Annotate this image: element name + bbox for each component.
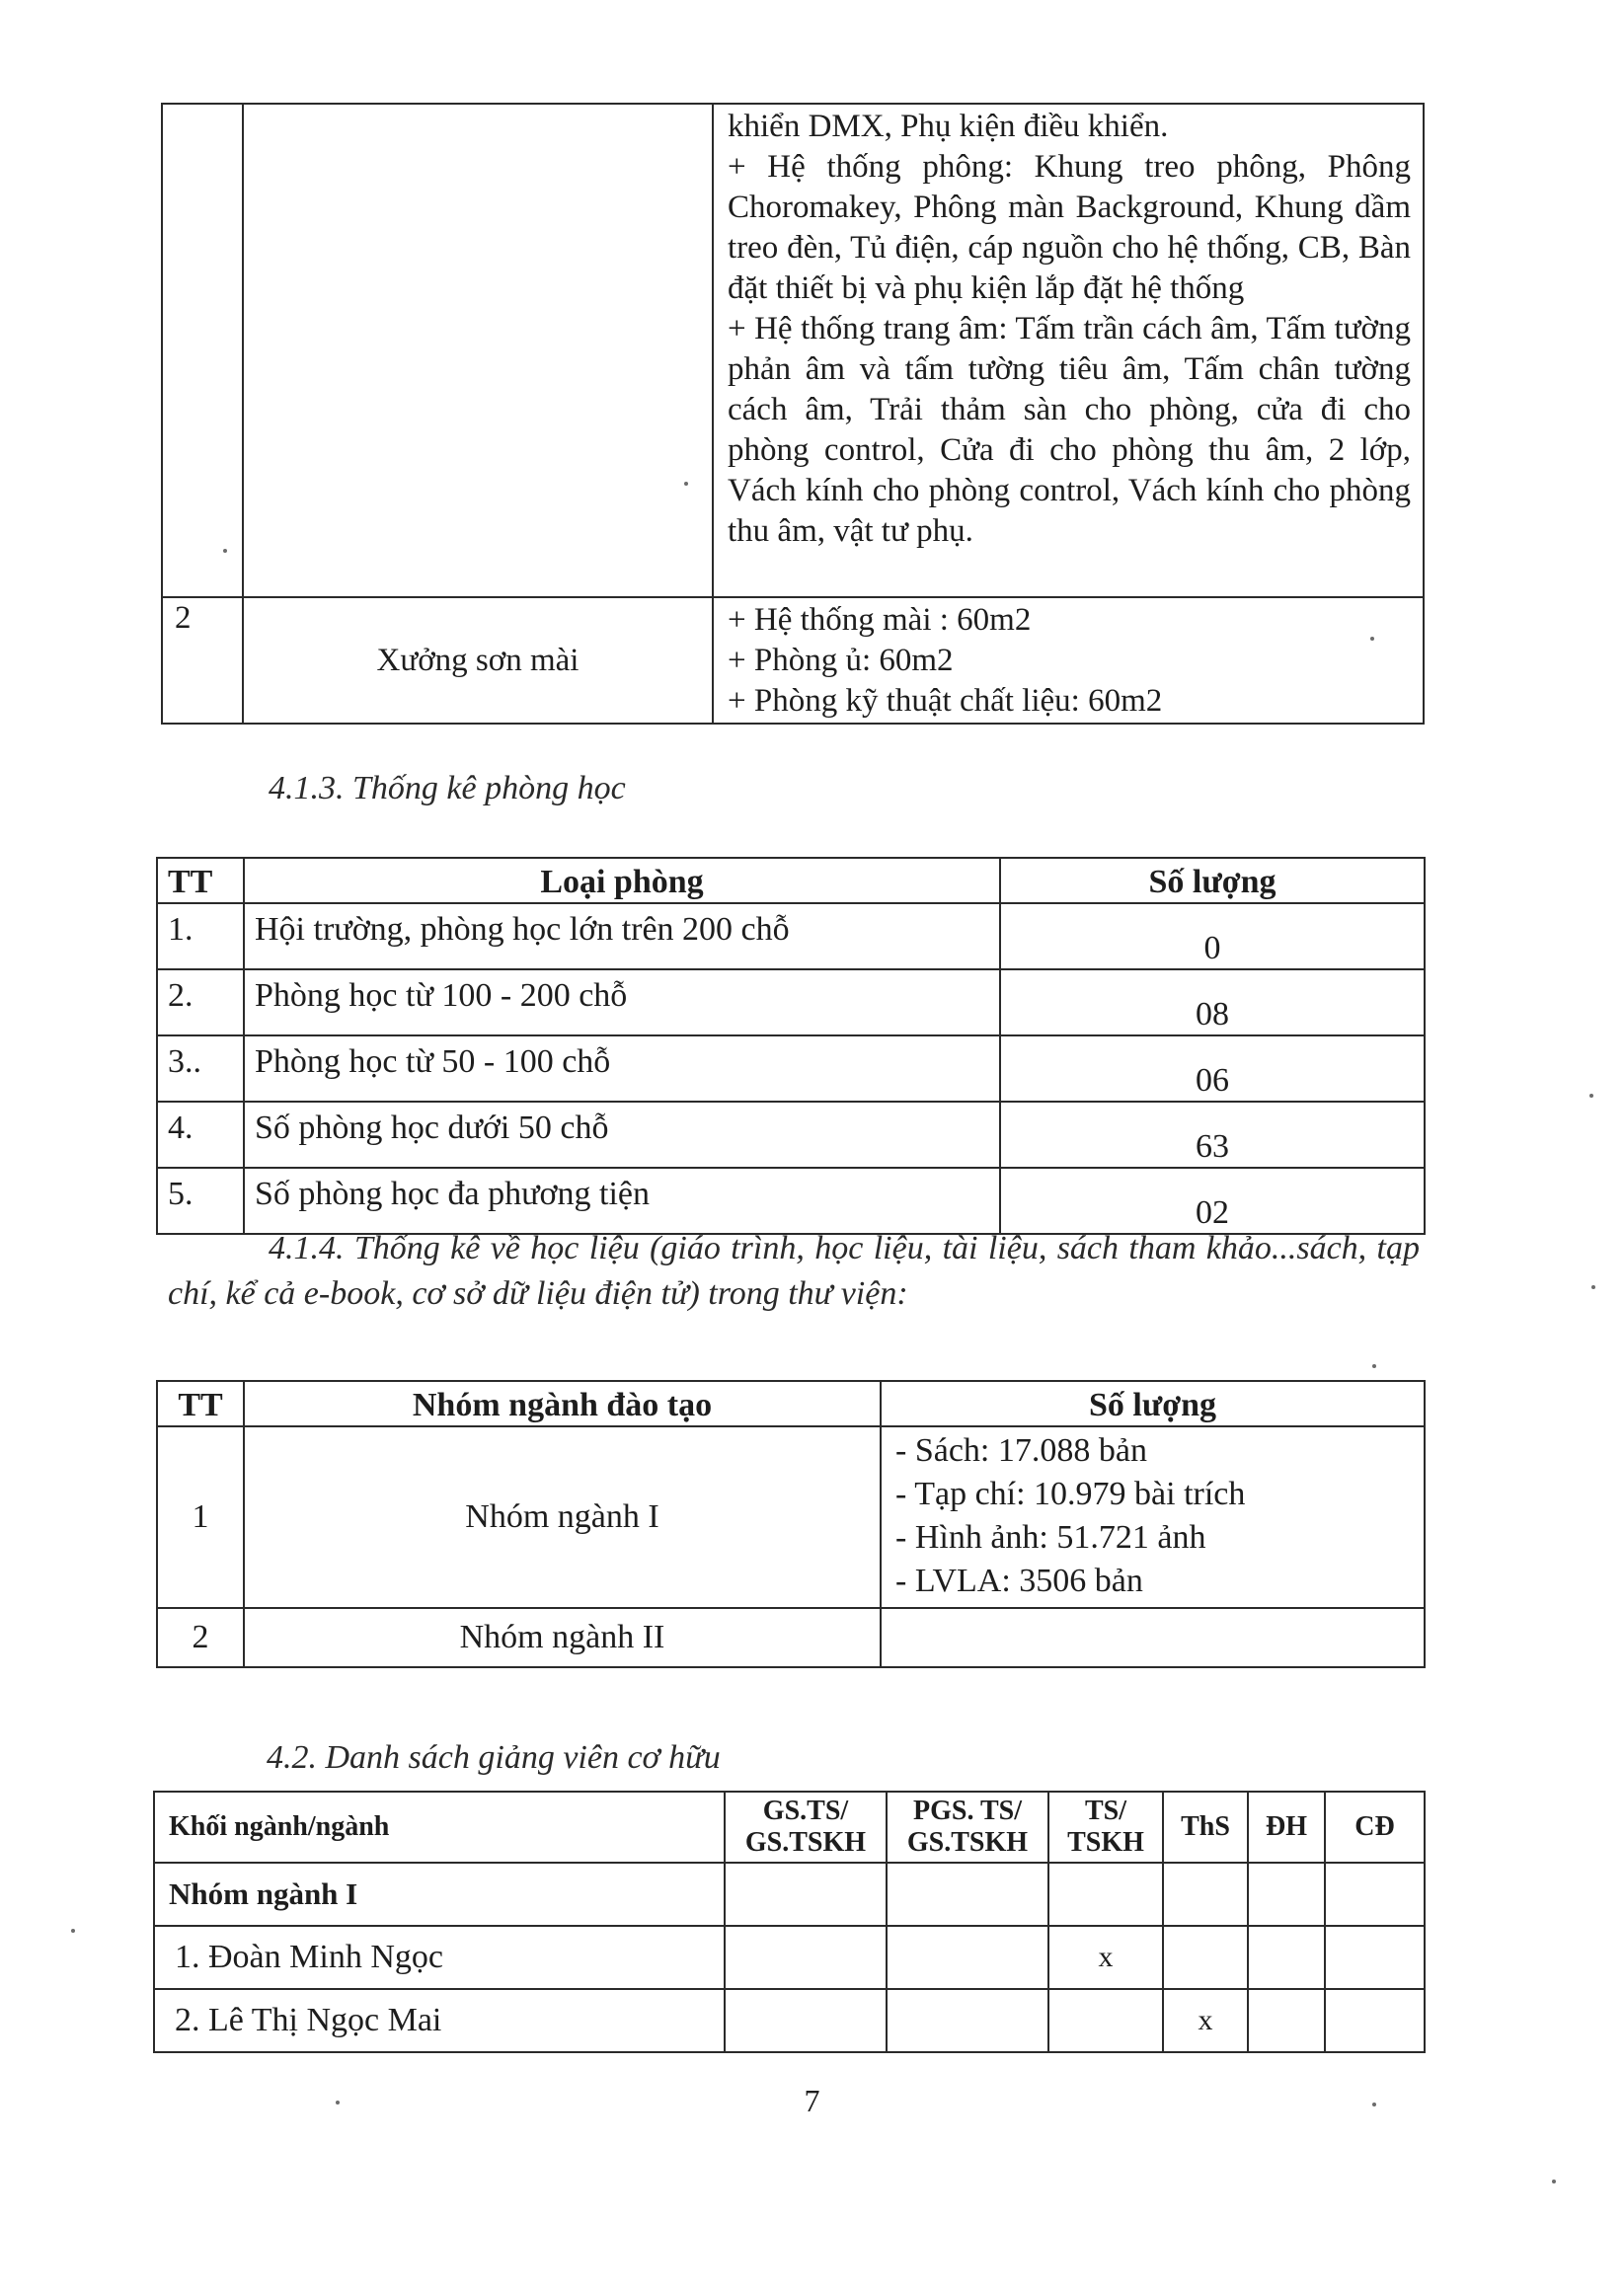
column-header [887, 1792, 1048, 1863]
scan-speck [1372, 1364, 1376, 1368]
room-count: 02 [1000, 1168, 1425, 1234]
section-heading: 4.1.3. Thống kê phòng học [269, 770, 626, 806]
scan-speck [71, 1929, 75, 1933]
row-number [162, 104, 243, 597]
room-type: Số phòng học đa phương tiện [244, 1168, 1000, 1234]
scan-speck [684, 482, 688, 486]
row-number: 5. [157, 1168, 244, 1234]
row-number: 2. [157, 969, 244, 1035]
facility-name [243, 104, 713, 597]
equipment-description [713, 597, 1424, 724]
row-number: 1 [157, 1426, 244, 1608]
column-header: ĐH [1248, 1792, 1325, 1863]
table-row [157, 1608, 1425, 1667]
section-heading: 4.1.4. Thống kê về học liệu (giáo trình, học liệu, tài liệu, sách tham khảo...sách, tạp chí, kể cả e-book, cơ sở dữ liệu điện tử) trong thư viện: [168, 1230, 1420, 1312]
scan-speck [1370, 637, 1374, 641]
table-header-row [157, 1381, 1425, 1426]
room-count: 08 [1000, 969, 1425, 1035]
room-type: Hội trường, phòng học lớn trên 200 chỗ [244, 903, 1000, 969]
table-row [154, 1989, 1425, 2052]
column-header [725, 1792, 887, 1863]
degree-mark: x [1163, 1989, 1248, 2052]
group-name: Nhóm ngành II [244, 1608, 881, 1667]
lecturer-name: 2. Lê Thị Ngọc Mai [154, 1989, 725, 2052]
table-header-row [154, 1792, 1425, 1863]
column-header: TT [157, 858, 244, 903]
material-item: - Tạp chí: 10.979 bài trích [895, 1476, 1246, 1512]
table-row [157, 1102, 1425, 1168]
room-type: Phòng học từ 100 - 200 chỗ [244, 969, 1000, 1035]
description-line: + Phòng ủ: 60m2 [728, 643, 954, 678]
column-header: Số lượng [881, 1381, 1425, 1426]
table-row [162, 104, 1424, 597]
page-number: 7 [804, 2083, 820, 2118]
room-count: 63 [1000, 1102, 1425, 1168]
row-number: 2 [162, 597, 243, 724]
table-row [157, 903, 1425, 969]
group-name: Nhóm ngành I [244, 1426, 881, 1608]
table-row [157, 1168, 1425, 1234]
header-line: GS.TSKH [744, 1827, 867, 1858]
header-line: GS.TS/ [762, 1796, 849, 1826]
facility-name: Xưởng sơn mài [243, 597, 713, 724]
column-header: Số lượng [1000, 858, 1425, 903]
material-item: - Sách: 17.088 bản [895, 1432, 1147, 1469]
material-list [881, 1608, 1425, 1667]
header-line: PGS. TS/ [913, 1796, 1022, 1826]
column-header: Loại phòng [244, 858, 1000, 903]
degree-mark [1048, 1989, 1163, 2052]
table-row [157, 1426, 1425, 1608]
column-header [1048, 1792, 1163, 1863]
equipment-table [161, 103, 1425, 725]
description-line: + Hệ thống trang âm: Tấm trần cách âm, Tấm tường phản âm và tấm tường tiêu âm, Tấm chân tường cách âm, Trải thảm sàn cho phòng, cửa đi cho phòng control, Cửa đi cho phòng thu âm, 2 lớp, Vách kính cho phòng control, Vách kính cho phòng thu âm, vật tư phụ. [728, 311, 1411, 549]
room-count: 0 [1000, 903, 1425, 969]
scan-speck [1372, 2103, 1376, 2106]
description-line: + Hệ thống mài : 60m2 [728, 602, 1032, 638]
scan-speck [1591, 1285, 1595, 1289]
description-line: + Hệ thống phông: Khung treo phông, Phông Choromakey, Phông màn Background, Khung dầm treo đèn, Tủ điện, cáp nguồn cho hệ thống, CB, Bàn đặt thiết bị và phụ kiện lắp đặt hệ thống [728, 149, 1411, 306]
section-heading: 4.2. Danh sách giảng viên cơ hữu [267, 1739, 721, 1776]
row-number: 2 [157, 1608, 244, 1667]
header-line: TSKH [1067, 1827, 1144, 1858]
lecturer-table [153, 1791, 1426, 2053]
scan-speck [1552, 2180, 1556, 2183]
room-type: Số phòng học dưới 50 chỗ [244, 1102, 1000, 1168]
column-header: Khối ngành/ngành [154, 1792, 725, 1863]
table-row [154, 1926, 1425, 1989]
table-header-row [157, 858, 1425, 903]
column-header: ThS [1163, 1792, 1248, 1863]
row-number: 3.. [157, 1035, 244, 1102]
materials-table [156, 1380, 1426, 1668]
scan-speck [336, 2101, 340, 2105]
row-number: 4. [157, 1102, 244, 1168]
column-header: Nhóm ngành đào tạo [244, 1381, 881, 1426]
description-line: khiển DMX, Phụ kiện điều khiển. [728, 109, 1169, 144]
lecturer-name: 1. Đoàn Minh Ngọc [154, 1926, 725, 1989]
scan-speck [1589, 1094, 1593, 1098]
table-row [157, 1035, 1425, 1102]
table-row [162, 597, 1424, 724]
header-line: TS/ [1084, 1796, 1127, 1826]
room-type: Phòng học từ 50 - 100 chỗ [244, 1035, 1000, 1102]
header-line: GS.TSKH [906, 1827, 1029, 1858]
group-name: Nhóm ngành I [154, 1863, 725, 1926]
scan-speck [223, 549, 227, 553]
column-header: TT [157, 1381, 244, 1426]
classroom-table [156, 857, 1426, 1235]
degree-mark [1163, 1926, 1248, 1989]
description-line: + Phòng kỹ thuật chất liệu: 60m2 [728, 683, 1163, 719]
table-row [157, 969, 1425, 1035]
room-count: 06 [1000, 1035, 1425, 1102]
table-row [154, 1863, 1425, 1926]
equipment-description [713, 104, 1424, 597]
column-header: CĐ [1325, 1792, 1425, 1863]
material-list [881, 1426, 1425, 1608]
material-item: - Hình ảnh: 51.721 ảnh [895, 1519, 1206, 1556]
row-number: 1. [157, 903, 244, 969]
material-item: - LVLA: 3506 bản [895, 1563, 1143, 1599]
degree-mark: x [1048, 1926, 1163, 1989]
